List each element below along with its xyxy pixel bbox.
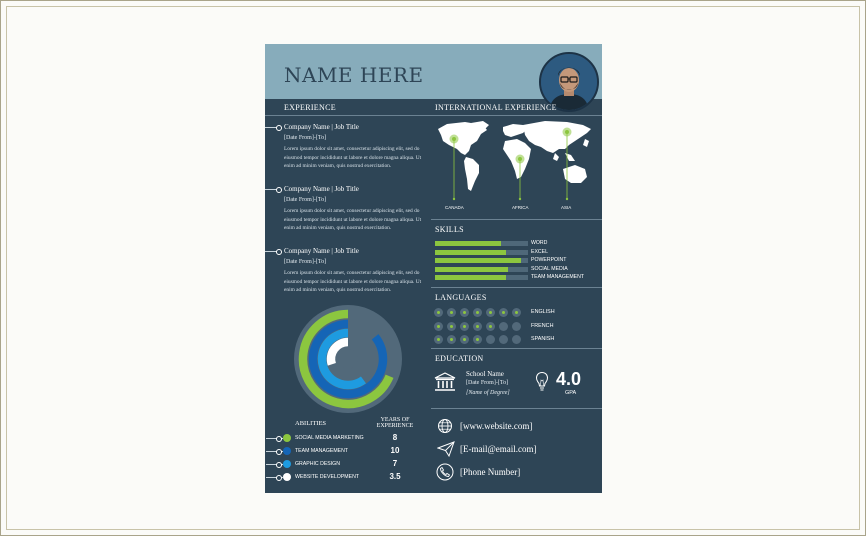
skill-bar (435, 267, 528, 272)
resume-page (265, 44, 602, 493)
ability-color-dot (283, 434, 291, 442)
globe-icon (437, 418, 453, 439)
experience-1-dates: [Date From]-[To] (284, 135, 327, 141)
ability-color-dot (283, 447, 291, 455)
language-level-dots (434, 335, 521, 344)
abilities-donut-chart (293, 304, 403, 414)
school-name: School Name (466, 370, 504, 378)
ability-years: 7 (392, 459, 398, 468)
language-dot (512, 322, 521, 331)
website-link[interactable]: [www.website.com] (460, 421, 533, 431)
language-dot (499, 335, 508, 344)
language-dot (447, 335, 456, 344)
ability-timeline-dot (276, 449, 282, 455)
degree-name: [Name of Degree] (466, 390, 510, 396)
map-marker-africa: AFRICA (512, 205, 529, 210)
divider (431, 408, 602, 409)
ability-timeline-dot (276, 475, 282, 481)
language-dot (473, 322, 482, 331)
language-dot (499, 322, 508, 331)
experience-3-title: Company Name | Job Title (284, 247, 359, 255)
divider (431, 348, 602, 349)
skill-bar-fill (435, 250, 506, 255)
ability-color-dot (283, 473, 291, 481)
phone-number: [Phone Number] (460, 467, 521, 477)
language-dot (512, 335, 521, 344)
world-map-icon (435, 119, 600, 216)
education-title: EDUCATION (435, 354, 484, 363)
experience-2-description: Lorem ipsum dolor sit amet, consectetur adipiscing elit, sed do eiusmod tempor incididunt ut labore et dolore magna aliqua. Ut enim ad minim veniam, quis nostrud exercitation. (284, 208, 422, 232)
experience-1-title: Company Name | Job Title (284, 123, 359, 131)
skill-label: WORD (531, 240, 548, 246)
language-level-dots (434, 322, 521, 331)
language-dot (473, 335, 482, 344)
language-dot (434, 308, 443, 317)
years-of-experience-header: YEARS OF EXPERIENCE (376, 417, 414, 429)
experience-title: EXPERIENCE (284, 103, 336, 112)
language-dot (460, 308, 469, 317)
skills-title: SKILLS (435, 225, 464, 234)
phone-icon (436, 463, 454, 486)
experience-1-description: Lorem ipsum dolor sit amet, consectetur adipiscing elit, sed do eiusmod tempor incididunt ut labore et dolore magna aliqua. Ut enim ad minim veniam, quis nostrud exercitation. (284, 146, 422, 170)
ability-label: GRAPHIC DESIGN (295, 461, 340, 467)
ability-label: SOCIAL MEDIA MARKETING (295, 435, 364, 441)
language-label: SPANISH (531, 336, 555, 342)
send-paper-plane-icon (437, 441, 455, 462)
world-map (435, 119, 600, 216)
skill-label: SOCIAL MEDIA (531, 265, 568, 272)
ability-color-dot (283, 460, 291, 468)
skill-bar (435, 241, 528, 246)
language-dot (434, 322, 443, 331)
languages-title: LANGUAGES (435, 293, 487, 302)
ability-years: 8 (392, 433, 398, 442)
skill-bar (435, 275, 528, 280)
experience-2-dates: [Date From]-[To] (284, 197, 327, 203)
school-building-icon (434, 371, 456, 398)
skill-label: EXCEL (531, 248, 549, 255)
language-dot (499, 308, 508, 317)
language-dot (447, 308, 456, 317)
abilities-title: ABILITIES (295, 420, 327, 427)
language-dot (512, 308, 521, 317)
skill-bar (435, 250, 528, 255)
person-avatar-icon (541, 54, 597, 110)
ability-timeline-dot (276, 462, 282, 468)
divider (431, 219, 602, 220)
language-dot (447, 322, 456, 331)
language-dot (486, 322, 495, 331)
timeline-dot (276, 249, 282, 255)
language-dot (486, 335, 495, 344)
experience-3-dates: [Date From]-[To] (284, 259, 327, 265)
international-title: INTERNATIONAL EXPERIENCE (435, 103, 557, 112)
skill-bar-fill (435, 258, 521, 263)
email-link[interactable]: [E-mail@email.com] (460, 444, 537, 454)
gpa-label: GPA (565, 390, 577, 396)
experience-3-description: Lorem ipsum dolor sit amet, consectetur adipiscing elit, sed do eiusmod tempor incididunt ut labore et dolore magna aliqua. Ut enim ad minim veniam, quis nostrud exercitation. (284, 270, 422, 294)
ability-label: TEAM MANAGEMENT (295, 448, 349, 454)
language-dot (473, 308, 482, 317)
language-label: ENGLISH (531, 309, 555, 315)
skill-bar-fill (435, 275, 506, 280)
lightbulb-icon (535, 371, 549, 398)
ability-label: WEBSITE DEVELOPMENT (295, 474, 359, 480)
ability-years: 10 (390, 446, 400, 455)
timeline-dot (276, 187, 282, 193)
skill-label: POWERPOINT (531, 257, 567, 263)
language-level-dots (434, 308, 521, 317)
education-dates: [Date From]-[To] (466, 380, 509, 386)
skill-bar-fill (435, 241, 501, 246)
experience-2-title: Company Name | Job Title (284, 185, 359, 193)
ability-years: 3.5 (389, 472, 401, 481)
language-dot (486, 308, 495, 317)
header-divider (265, 115, 602, 116)
donut-hub (338, 349, 358, 369)
skill-label: TEAM MANAGEMENT (531, 274, 585, 280)
candidate-name: NAME HERE (284, 63, 424, 87)
ability-timeline-dot (276, 436, 282, 442)
gpa-value: 4.0 (556, 369, 582, 389)
language-dot (460, 322, 469, 331)
skill-bar (435, 258, 528, 263)
divider (431, 287, 602, 288)
map-marker-asia: ASIA (561, 205, 572, 210)
language-label: FRENCH (531, 322, 554, 329)
skill-bar-fill (435, 267, 508, 272)
language-dot (460, 335, 469, 344)
timeline-dot (276, 125, 282, 131)
map-marker-canada: CANADA (445, 205, 464, 210)
language-dot (434, 335, 443, 344)
